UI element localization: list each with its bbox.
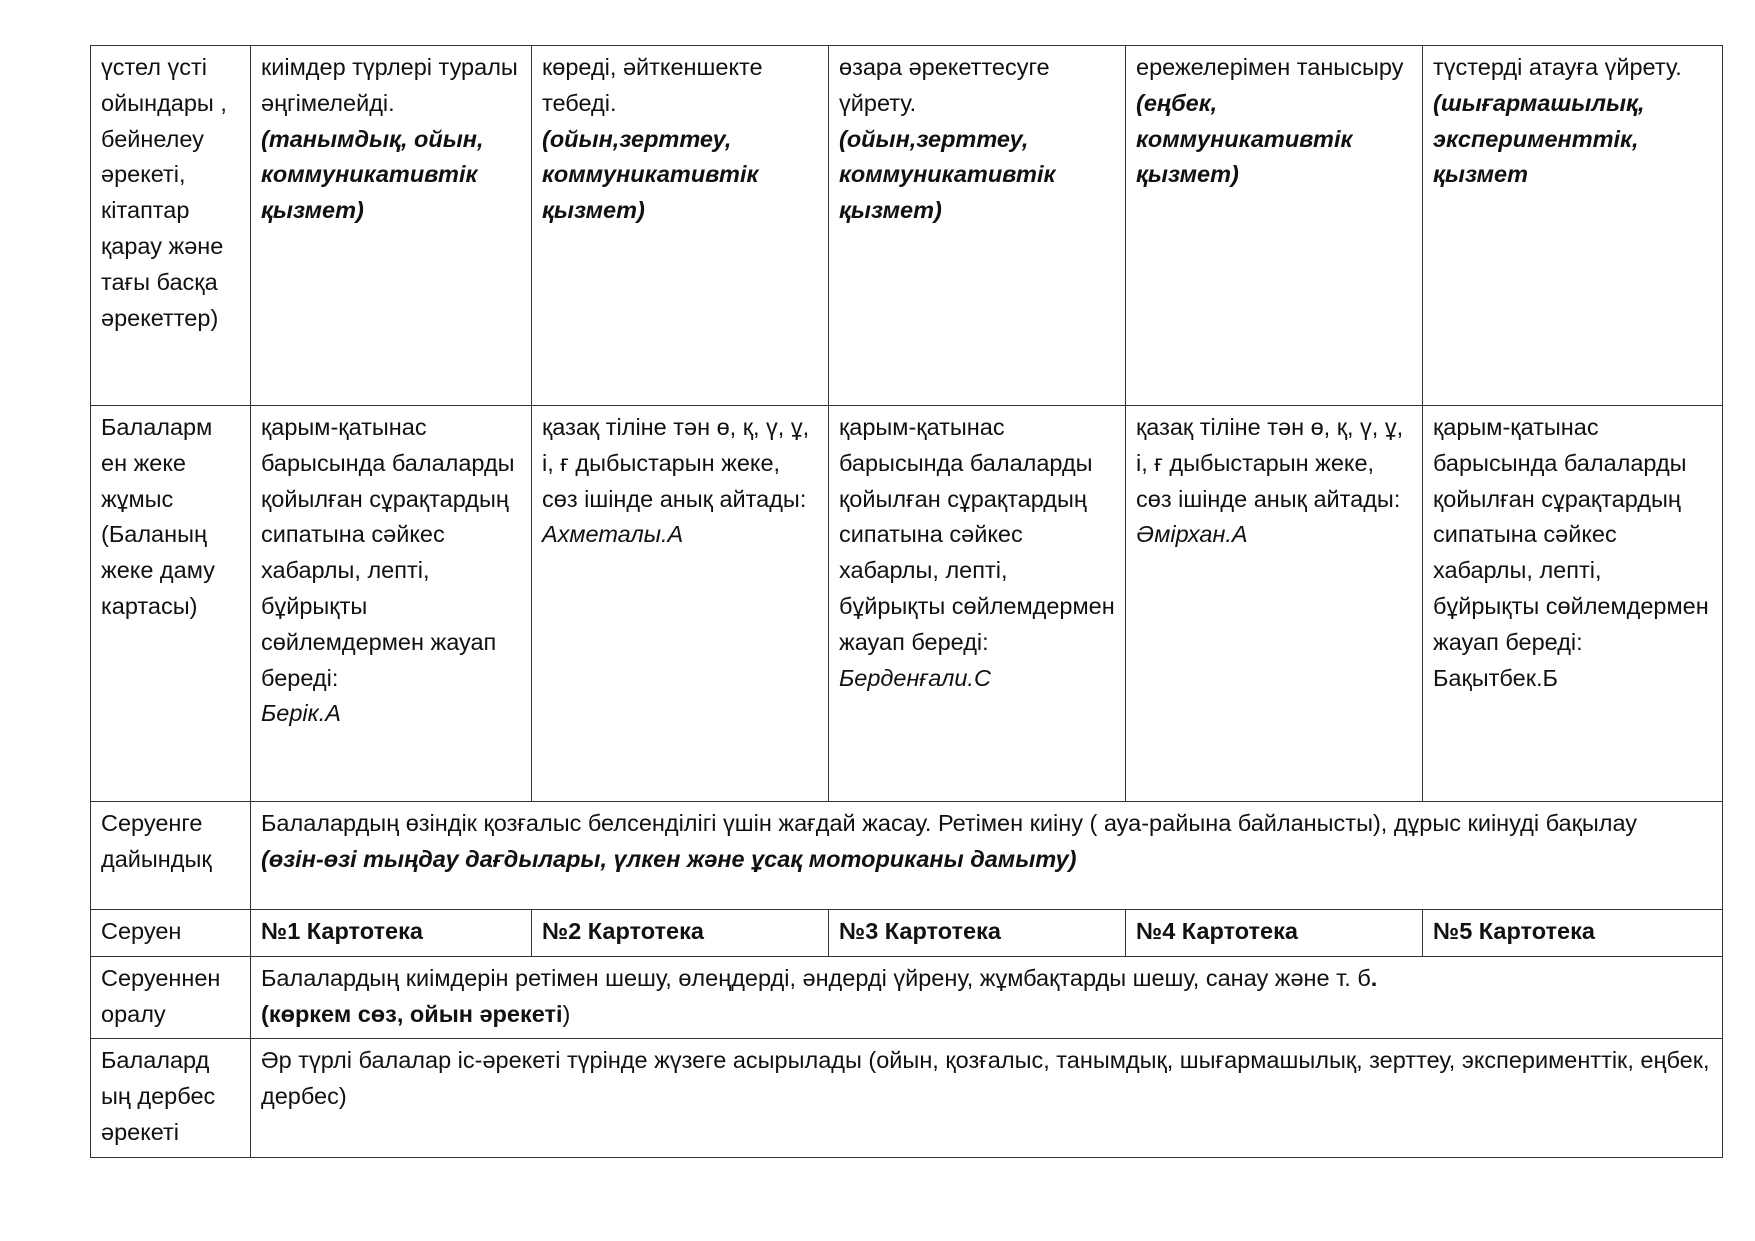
child-name: Берденғали.С: [839, 664, 991, 691]
card-file-1: №1 Картотека: [251, 910, 532, 957]
row-label-walk: Серуен: [91, 910, 251, 957]
child-name: Әмірхан.А: [1136, 521, 1248, 548]
row-label-games: үстел үсті ойындары , бейнелеу әрекеті, кітаптар қарау және тағы басқа әрекеттер): [91, 46, 251, 406]
activity-note: (көркем сөз, ойын әрекеті: [261, 1000, 563, 1027]
activity-note: (танымдық, ойын, коммуникативтік қызмет): [261, 125, 484, 224]
row-label-independent: Балалард ың дербес әрекеті: [91, 1039, 251, 1157]
activity-note: (ойын,зерттеу, коммуникативтік қызмет): [542, 125, 759, 224]
child-name: Берік.А: [261, 700, 341, 727]
card-file-5: №5 Картотека: [1423, 910, 1723, 957]
games-cell-2: көреді, әйткеншекте тебеді. (ойын,зерттеу, коммуникативтік қызмет): [532, 46, 829, 406]
individual-cell-2: қазақ тіліне тән ө, қ, ү, ұ, і, ғ дыбыстарын жеке, сөз ішінде анық айтады: Ахметалы.А: [532, 406, 829, 802]
table-row-walk-prep: [91, 802, 1723, 910]
individual-cell-4: қазақ тіліне тән ө, қ, ү, ұ, і, ғ дыбыстарын жеке, сөз ішінде анық айтады: Әмірхан.А: [1126, 406, 1423, 802]
individual-cell-5: қарым-қатынас барысында балаларды қойылған сұрақтардың сипатына сәйкес хабарлы, лепті, бұйрықты сөйлемдермен жауап береді: Бақытбек.Б: [1423, 406, 1723, 802]
return-cell: Балалардың киімдерін ретімен шешу, өлеңдерді, әндерді үйрену, жұмбақтарды шешу, санау және т. б. (көркем сөз, ойын әрекеті): [251, 956, 1723, 1039]
individual-cell-3: қарым-қатынас барысында балаларды қойылған сұрақтардың сипатына сәйкес хабарлы, лепті, бұйрықты сөйлемдермен жауап береді: Берденғали.С: [829, 406, 1126, 802]
activity-note: (өзін-өзі тыңдау дағдылары, үлкен және ұсақ моториканы дамыту): [261, 845, 1077, 872]
daily-plan-table: [90, 45, 1723, 1158]
independent-cell: Әр түрлі балалар іс-әрекеті түрінде жүзеге асырылады (ойын, қозғалыс, танымдық, шығармашылық, зерттеу, эксперименттік, еңбек, дербес): [251, 1039, 1723, 1157]
card-file-3: №3 Картотека: [829, 910, 1126, 957]
card-file-4: №4 Картотека: [1126, 910, 1423, 957]
activity-note: (ойын,зерттеу, коммуникативтік қызмет): [839, 125, 1056, 224]
row-label-return: Серуеннен оралу: [91, 956, 251, 1039]
activity-note: (еңбек, коммуникативтік қызмет): [1136, 89, 1353, 188]
table-row-independent: [91, 1039, 1723, 1157]
games-cell-1: киімдер түрлері туралы әңгімелейді. (танымдық, ойын, коммуникативтік қызмет): [251, 46, 532, 406]
table-row-walk: [91, 910, 1723, 957]
row-label-individual: Балаларм ен жеке жұмыс (Баланың жеке даму картасы): [91, 406, 251, 802]
games-cell-4: ережелерімен танысыру (еңбек, коммуникативтік қызмет): [1126, 46, 1423, 406]
games-cell-5: түстерді атауға үйрету. (шығармашылық, эксперименттік, қызмет: [1423, 46, 1723, 406]
walk-prep-cell: Балалардың өзіндік қозғалыс белсенділігі үшін жағдай жасау. Ретімен киіну ( ауа-райына байланысты), дұрыс киінуді бақылау (өзін-өзі тыңдау дағдылары, үлкен және ұсақ моториканы дамыту): [251, 802, 1723, 910]
table-row-return: [91, 956, 1723, 1039]
row-label-walk-prep: Серуенге дайындық: [91, 802, 251, 910]
card-file-2: №2 Картотека: [532, 910, 829, 957]
activity-note: (шығармашылық, эксперименттік, қызмет: [1433, 89, 1645, 188]
games-cell-3: өзара әрекеттесуге үйрету. (ойын,зерттеу, коммуникативтік қызмет): [829, 46, 1126, 406]
individual-cell-1: қарым-қатынас барысында балаларды қойылған сұрақтардың сипатына сәйкес хабарлы, лепті, бұйрықты сөйлемдермен жауап береді: Берік.А: [251, 406, 532, 802]
table-row-games: [91, 46, 1723, 406]
child-name: Ахметалы.А: [542, 521, 684, 548]
child-name: Бақытбек.Б: [1433, 664, 1558, 691]
table-row-individual: [91, 406, 1723, 802]
